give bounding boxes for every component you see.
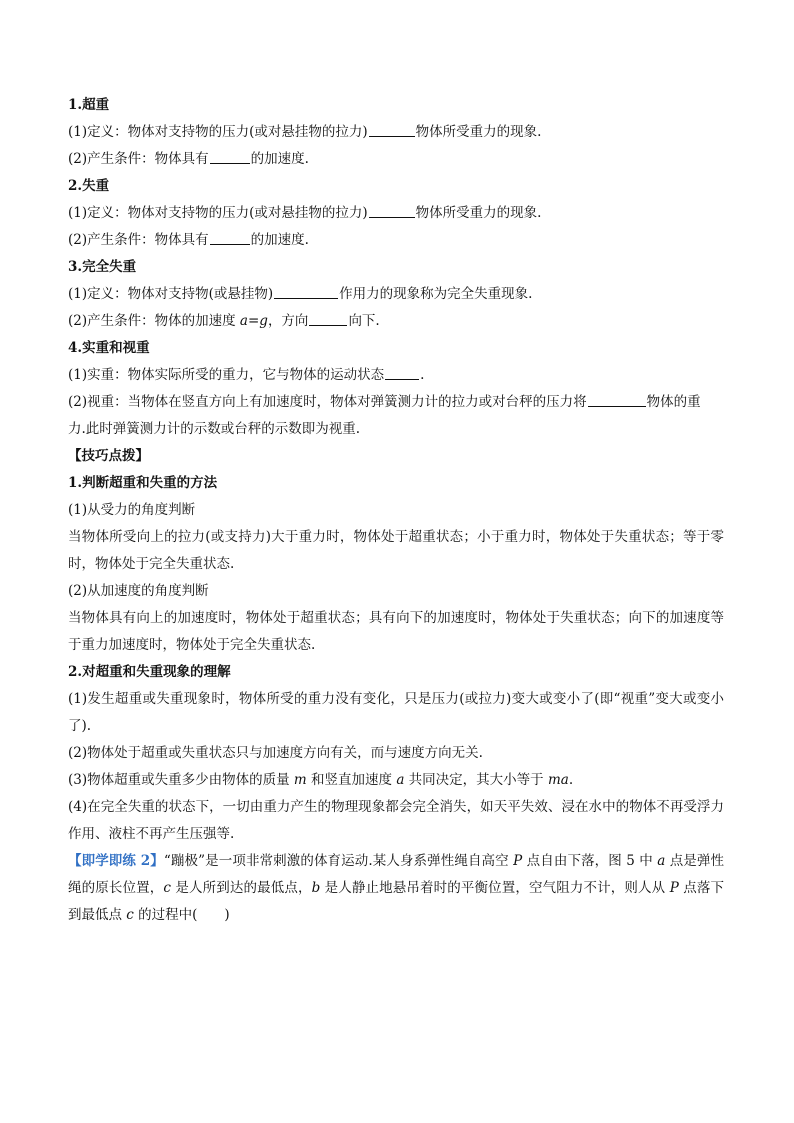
- tips-force-angle-title: (1)从受力的角度判断: [68, 502, 196, 518]
- complete-weightloss-definition: (1)定义：物体对支持物(或悬挂物) 作用力的现象称为完全失重现象.: [68, 286, 533, 302]
- tips-method-title: 1.判断超重和失重的方法: [68, 475, 218, 491]
- fill-blank: [210, 149, 250, 164]
- fill-blank: [274, 284, 338, 299]
- tips-understanding-p1: (1)发生超重或失重现象时，物体所受的重力没有变化，只是压力(或拉力)变大或变小了(即“视重”变大或变小了).: [68, 691, 724, 734]
- fill-blank: [588, 392, 646, 407]
- fill-blank: [369, 122, 415, 137]
- weightloss-definition: (1)定义：物体对支持物的压力(或对悬挂物的拉力) 物体所受重力的现象.: [68, 205, 542, 221]
- complete-weightloss-condition: (2)产生条件：物体的加速度 a=g，方向 向下.: [68, 313, 380, 329]
- fill-blank: [210, 230, 250, 245]
- section-title-weightloss: 2.失重: [68, 178, 110, 194]
- tips-understanding-p4: (4)在完全失重的状态下，一切由重力产生的物理现象都会完全消失，如天平失效、浸在水中的物体不再受浮力作用、液柱不再产生压强等.: [68, 799, 724, 842]
- section-title-overweight: 1.超重: [68, 97, 110, 113]
- fill-blank: [369, 203, 415, 218]
- exercise-label: 【即学即练 2】: [68, 853, 164, 869]
- exercise-question: 【即学即练 2】“蹦极”是一项非常刺激的体育运动.某人身系弹性绳自高空 P 点自由下落，图 5 中 a 点是弹性绳的原长位置，c 是人所到达的最低点，b 是人静止地悬吊着时的平衡位置，空气阻力不计，则人从 P 点落下到最低点 c 的过程中( ): [68, 853, 725, 923]
- fill-blank: [385, 365, 419, 380]
- tips-understanding-p3: (3)物体超重或失重多少由物体的质量 m 和竖直加速度 a 共同决定，其大小等于 ma.: [68, 772, 574, 788]
- tips-understanding-p2: (2)物体处于超重或失重状态只与加速度方向有关，而与速度方向无关.: [68, 745, 483, 761]
- apparent-weight-definition-cont: 力.此时弹簧测力计的示数或台秤的示数即为视重.: [68, 421, 361, 437]
- real-weight-definition: (1)实重：物体实际所受的重力，它与物体的运动状态 .: [68, 367, 425, 383]
- weightloss-condition: (2)产生条件：物体具有 的加速度.: [68, 232, 309, 248]
- fill-blank: [309, 311, 347, 326]
- tips-heading: 【技巧点拨】: [68, 448, 149, 464]
- equation-a-eq-g: a=g: [239, 313, 268, 329]
- tips-understanding-title: 2.对超重和失重现象的理解: [68, 664, 231, 680]
- apparent-weight-definition: (2)视重：当物体在竖直方向上有加速度时，物体对弹簧测力计的拉力或对台秤的压力将 物体的重: [68, 394, 701, 410]
- tips-acceleration-angle-title: (2)从加速度的角度判断: [68, 583, 209, 599]
- overweight-definition: (1)定义：物体对支持物的压力(或对悬挂物的拉力) 物体所受重力的现象.: [68, 124, 542, 140]
- section-title-real-apparent-weight: 4.实重和视重: [68, 340, 150, 356]
- tips-force-angle-text: 当物体所受向上的拉力(或支持力)大于重力时，物体处于超重状态；小于重力时，物体处于失重状态；等于零时，物体处于完全失重状态.: [68, 529, 724, 572]
- tips-acceleration-angle-text: 当物体具有向上的加速度时，物体处于超重状态；具有向下的加速度时，物体处于失重状态；向下的加速度等于重力加速度时，物体处于完全失重状态.: [68, 610, 724, 653]
- overweight-condition: (2)产生条件：物体具有 的加速度.: [68, 151, 309, 167]
- section-title-complete-weightloss: 3.完全失重: [68, 259, 137, 275]
- document-content: [68, 92, 724, 929]
